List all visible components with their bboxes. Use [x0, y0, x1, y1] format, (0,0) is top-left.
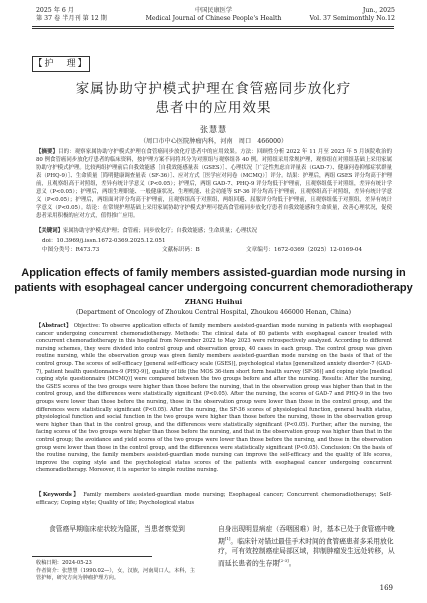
abstract-en — [36, 323, 392, 475]
doi[interactable]: doi：10.3969/j.issn.1672-0369.2025.12.051 — [42, 238, 166, 244]
header-date: 2025 年 6 月 — [36, 7, 74, 14]
footnote-received-date: 收稿日期：2024-05-23 — [36, 560, 92, 566]
header-date-en: Jun., 2025 — [362, 7, 395, 14]
affiliation-en: (Department of Oncology of Zhoukou Central Hospital, Zhoukou 466000 Henan, China) — [75, 309, 352, 316]
citation-1: [1] — [224, 536, 231, 541]
header-volume: 第 37 卷 半月刊 第 12 期 — [36, 15, 107, 22]
document-code: 文献标识码：B — [162, 247, 200, 253]
body-text-right — [218, 524, 396, 569]
author-en: ZHANG Huihui — [184, 298, 243, 306]
classification-number: 中图分类号：R473.73 — [42, 247, 100, 253]
keywords-en — [36, 491, 392, 507]
title-cn-line-1: 家属协助守护模式护理在食管癌同步放化疗 — [75, 81, 352, 97]
header-right — [310, 7, 396, 23]
abstract-cn-label: 【摘要】 — [36, 149, 59, 155]
body-right-part-2: 。临床针对错过最佳手术时间的食管癌患者多采用放化疗，可有效控制癌症局部区域，抑制肿瘤发生远处转移，从而延长患者的生存期 — [218, 537, 395, 568]
keywords-cn — [36, 227, 392, 235]
column-tag: 【护 理】 — [32, 56, 90, 72]
keywords-en-label: 【Keywords】 — [36, 492, 81, 498]
affiliation-cn: （周口市中心医院肿瘤内科，河南 周口 466000） — [139, 138, 288, 145]
article-number: 文章编号：1672-0369（2025）12-0169-04 — [246, 247, 363, 253]
footnote-rule — [32, 556, 152, 557]
abstract-en-text: Objective: To observe application effects of family members assisted-guardian mode nursing in patients with esophageal cancer undergoing concurrent chemoradiotherapy. Methods: The clinical data of 80 patients with esophageal cancer treated with concurrent chemoradiotherapy in this hospital from November 2022 to May 2023 were retrospectively analyzed. According to different nursing schemes, they were divided into control group and observation group, 40 cases in each group. The control group was given routine nursing, while the observation group was given family members assisted-guardian mode nursing on the basis of that of the control group. The scores of self-efficacy [general self-efficacy scale (GSES)], psychological status [generalized anxiety disorder-7 (GAD-7), patient health questionnaire-9 (PHQ-9)], quality of life [the MOS 36-item short form health survey (SF-36)] and coping style [medical coping style questionnaire (MCMQ)] were compared between the two groups before and after the nursing. Results: After the nursing, the GSES scores of the two groups were higher than those before the nursing, that in the observation group was higher than that in the control group, and the differences were statistically significant (P<0.05). After the nursing, the scores of GAD-7 and PHQ-9 in the two groups were lower than those before the nursing, those in the observation group were lower than those in the control group, and the differences were statistically significant (P<0.05). After the nursing, the SF-36 scores of physiological function, general health status, physiological function and social function in the two groups were higher than those before the nursing, those in the observation group were higher than that in the control group, and the differences were statistically significant (P<0.05). Further, after the nursing, the facing scores of the two groups were higher than those before the nursing, and that in the observation group was higher than that in the control group; the avoidance and yield scores of the two groups were lower than those before the nursing, and those in the observation group were lower than those in the control group, and the differences were statistically significant (P<0.05). Conclusion: On the basis of the routine nursing, the family members assisted-guardian mode nursing can improve the self-efficacy and the quality of life scores, improve the coping style and the psychological status scores of the patients with esophageal cancer undergoing concurrent chemoradiotherapy. Moreover, it is superior to simple routine nursing. — [36, 323, 393, 474]
page-number: 169 — [379, 584, 393, 592]
title-cn-line-2: 患者中的应用效果 — [155, 100, 272, 116]
author-cn: 张慧慧 — [200, 125, 227, 134]
body-right-part-1: 自身出现明显病症（吞咽困难）时，基本已处于食管癌中晚期 — [218, 525, 395, 546]
header-rule-2 — [32, 28, 394, 29]
article-title-en: Application effects of family members assisted-guardian mode nursing in patients with esophageal cancer undergoing concurrent chemoradiotherapy — [14, 267, 413, 294]
abstract-cn-text: 目的：观察家属协助守护模式护理在食管癌同步放化疗患者中的应用效果。方法：回顾性分析 2022 年 11 月至 2023 年 5 月该院收治的 80 例食管癌同步放化疗患者的临床资料，按护理方案不同将其分为对照组与观察组各 40 例。对照组采用常规护理，观察组在对照组基础上采用家属协助守护模式护理。比较两组护理前后自我效能感［自我效能感量表（GSES）］、心理状况［广泛性焦虑自评量表（GAD-7）、健康问卷抑郁症状群量表（PHQ-9）］、生命质量［简明健康调查量表（SF-36）］、应对方式［医学应对问卷（MCMQ）］评分。结果：护理后，两组 GSES 评分均高于护理前，且观察组高于对照组，差异有统计学意义（P<0.05）；护理后，两组 GAD-7、PHQ-9 评分均低于护理前，且观察组低于对照组，差异有统计学意义（P<0.05）；护理后，两组生理职能、一般健康状况、生理机能、社会功能等 SF-36 评分均高于护理前，且观察组高于对照组，差异有统计学意义（P<0.05）；护理后，两组面对评分均高于护理前，且观察组高于对照组，两组回避、屈服评分均低于护理前，且观察组低于对照组，差异有统计学意义（P<0.05）。结论：在常规护理基础上采用家属协助守护模式护理可提高食管癌同步放化疗患者自我效能感和生命质量，改善心理状况，促使患者采用积极的应对方式，值得推广应用。 — [36, 149, 392, 219]
citation-2: [2-3] — [279, 558, 289, 564]
header-rule — [32, 26, 394, 27]
body-text-left — [36, 524, 206, 534]
keywords-en-text: Family members assisted-guardian mode nursing; Esophageal cancer; Concurrent chemoradiotherapy; Self-efficacy; Coping style; Quality of life; Psychological status — [36, 492, 392, 506]
journal-name-en: Medical Journal of Chinese People's Health — [145, 15, 282, 22]
journal-name-cn: 中国民康医学 — [194, 7, 233, 14]
header-volume-en: Vol. 37 Semimonthly No.12 — [309, 15, 395, 22]
body-left-paragraph: 食管癌早期临床症状较为隐匿，当患者察觉到 — [49, 525, 185, 533]
abstract-cn — [36, 148, 392, 220]
keywords-cn-text: 家属协助守护模式护理；食管癌；同步放化疗；自我效能感；生命质量；心理状况 — [62, 228, 258, 234]
keywords-cn-label: 【关键词】 — [36, 228, 63, 234]
article-title-cn — [0, 80, 427, 118]
body-right-part-3: 。 — [288, 559, 296, 568]
footnote-author-bio: 作者简介：张慧慧（1990.02—），女，汉族，河南周口人，本科，主管护师，研究方向为肿瘤护理方向。 — [36, 568, 195, 581]
abstract-en-label: 【Abstract】 — [36, 323, 72, 329]
